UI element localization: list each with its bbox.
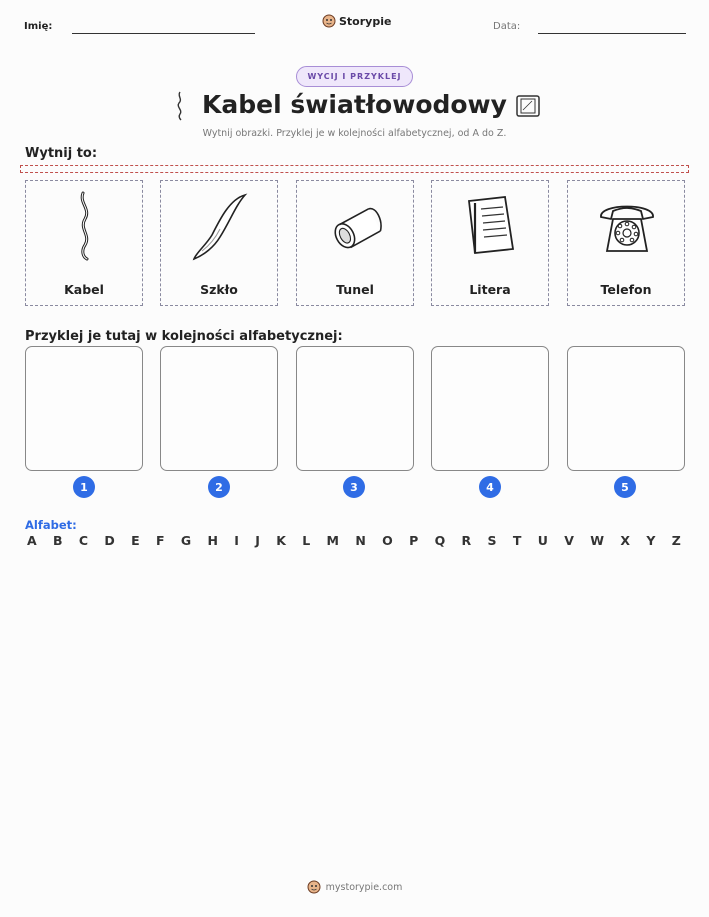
cut-line <box>20 165 689 173</box>
instructions: Wytnij obrazki. Przyklej je w kolejności alfabetycznej, od A do Z. <box>202 128 507 139</box>
card-label: Szkło <box>200 282 238 297</box>
alphabet-letter: G <box>180 533 192 548</box>
alphabet-letter: Q <box>434 533 446 548</box>
alphabet-letter: W <box>590 533 605 548</box>
cut-heading: Wytnij to: <box>25 146 98 161</box>
alphabet-letter: Y <box>646 533 656 548</box>
alphabet-letter: C <box>78 533 89 548</box>
alphabet-letter: V <box>564 533 574 548</box>
alphabet-letter: T <box>512 533 522 548</box>
alphabet-letter: U <box>537 533 548 548</box>
brand-name: Storypie <box>339 14 392 28</box>
letter-icon <box>461 189 521 265</box>
alphabet-letter: O <box>382 533 393 548</box>
alphabet-letter: P <box>409 533 419 548</box>
alphabet-letter: K <box>276 533 286 548</box>
alphabet-letter: E <box>131 533 140 548</box>
alphabet-letter: J <box>255 533 260 548</box>
name-label: Imię: <box>24 21 53 32</box>
telephone-icon <box>597 189 657 265</box>
alphabet-letter: X <box>620 533 630 548</box>
alphabet-letter: N <box>355 533 366 548</box>
alphabet-letter: L <box>302 533 311 548</box>
cut-card-tunel[interactable] <box>296 180 414 306</box>
alphabet-row <box>27 533 681 548</box>
activity-badge: WYCIJ I PRZYKLEJ <box>296 66 413 87</box>
storypie-mascot-icon <box>322 14 336 28</box>
alphabet-letter: B <box>53 533 63 548</box>
paste-slot-3[interactable] <box>296 346 414 471</box>
glass-shard-icon <box>190 189 250 265</box>
cut-card-szklo[interactable] <box>160 180 278 306</box>
alphabet-letter: D <box>104 533 115 548</box>
alphabet-letter: A <box>27 533 37 548</box>
alphabet-letter: H <box>207 533 218 548</box>
alphabet-letter: M <box>326 533 339 548</box>
card-label: Tunel <box>336 282 374 297</box>
alphabet-letter: Z <box>671 533 681 548</box>
alphabet-letter: R <box>461 533 472 548</box>
storypie-mascot-icon <box>307 880 321 894</box>
square-frame-icon <box>515 94 541 118</box>
slot-number-3: 3 <box>343 476 365 498</box>
tunnel-icon <box>326 189 386 265</box>
alphabet-letter: S <box>487 533 497 548</box>
slot-number-5: 5 <box>614 476 636 498</box>
cable-icon <box>55 189 115 265</box>
card-label: Kabel <box>64 282 104 297</box>
cut-card-kabel[interactable] <box>25 180 143 306</box>
cut-card-litera[interactable] <box>431 180 549 306</box>
name-line[interactable] <box>72 33 255 34</box>
paste-slot-2[interactable] <box>160 346 278 471</box>
footer-url[interactable]: mystorypie.com <box>325 881 403 893</box>
slot-number-1: 1 <box>73 476 95 498</box>
slot-number-2: 2 <box>208 476 230 498</box>
alphabet-letter: I <box>234 533 239 548</box>
paste-slot-4[interactable] <box>431 346 549 471</box>
alphabet-title: Alfabet: <box>25 518 77 532</box>
paste-heading: Przyklej je tutaj w kolejności alfabetycznej: <box>25 329 343 344</box>
date-line[interactable] <box>538 33 686 34</box>
slot-number-4: 4 <box>479 476 501 498</box>
brand-logo <box>322 14 391 28</box>
paste-slot-5[interactable] <box>567 346 685 471</box>
date-label: Data: <box>493 21 521 32</box>
footer <box>0 880 709 894</box>
alphabet-letter: F <box>155 533 165 548</box>
paste-slot-1[interactable] <box>25 346 143 471</box>
page-title: Kabel światłowodowy <box>202 90 507 119</box>
card-label: Telefon <box>600 282 652 297</box>
card-label: Litera <box>469 282 511 297</box>
cut-card-telefon[interactable] <box>567 180 685 306</box>
